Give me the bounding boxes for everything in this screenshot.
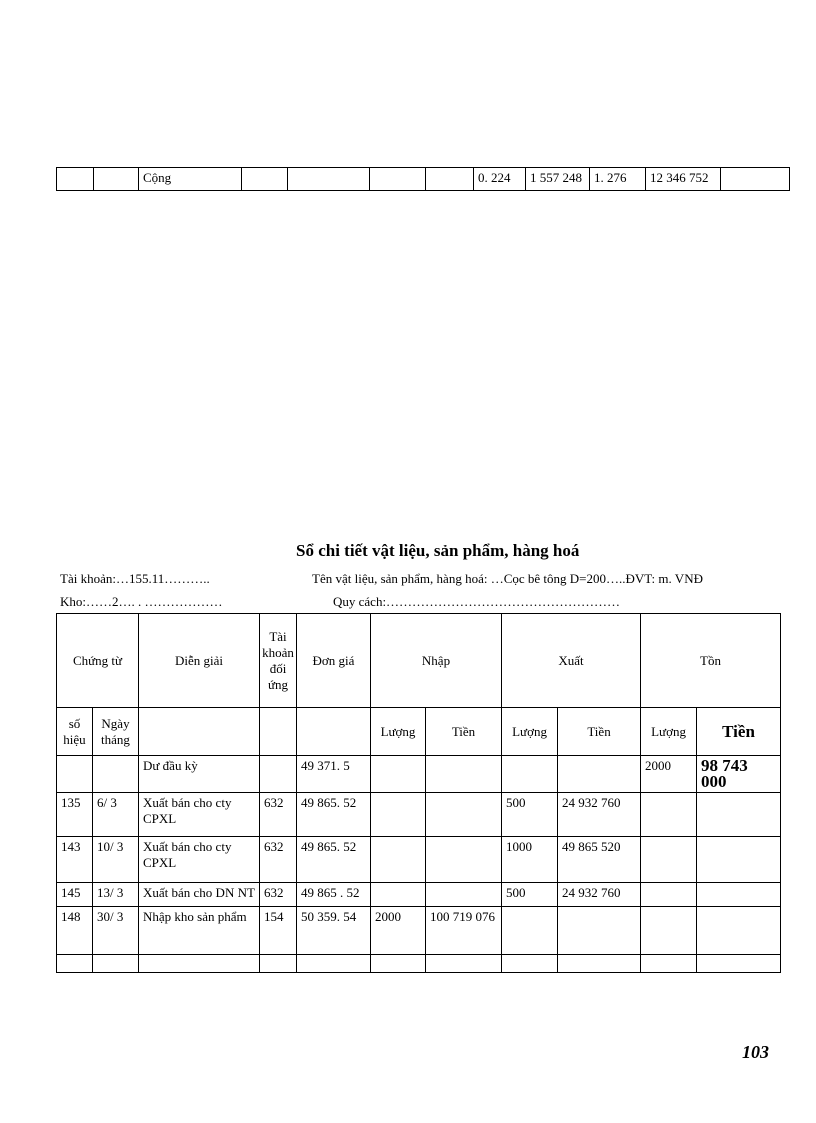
header-ton-luong: Lượng [641, 708, 697, 756]
header-nhap: Nhập [371, 614, 502, 708]
empty-row [57, 955, 781, 973]
row-description: Xuất bán cho cty CPXL [139, 837, 260, 883]
opening-balance-amount: 98 743 000 [697, 756, 781, 793]
spec-line: Quy cách:……………………………………………… [333, 594, 621, 609]
ledger-table [56, 613, 781, 973]
header-chung-tu: Chứng từ [57, 614, 139, 708]
account-line: Tài khoản:…155.11……….. [60, 571, 210, 586]
row-description: Xuất bán cho DN NT [139, 883, 260, 907]
header-tai-khoan: Tài khoản đối ứng [260, 614, 297, 708]
total-row [57, 168, 790, 191]
table-row: 135 6/ 3 Xuất bán cho cty CPXL 632 49 865. 52 500 24 932 760 [57, 793, 781, 837]
total-value-4: 12 346 752 [646, 168, 721, 191]
row-description: Dư đầu kỳ [139, 756, 260, 793]
ledger-title: Sổ chi tiết vật liệu, sản phẩm, hàng hoá [296, 541, 580, 560]
header-row-2 [57, 708, 781, 756]
header-ton-tien: Tiền [697, 708, 781, 756]
header-row-1 [57, 614, 781, 708]
total-label: Cộng [139, 168, 242, 191]
total-value-3: 1. 276 [590, 168, 646, 191]
previous-table-total-row [56, 167, 790, 191]
warehouse-line: Kho:……2…. . ……………… [60, 594, 223, 609]
table-row: Dư đầu kỳ 49 371. 5 2000 98 743 000 [57, 756, 781, 793]
total-value-1: 0. 224 [474, 168, 526, 191]
table-row: 145 13/ 3 Xuất bán cho DN NT 632 49 865 . 52 500 24 932 760 [57, 883, 781, 907]
table-row: 143 10/ 3 Xuất bán cho cty CPXL 632 49 865. 52 1000 49 865 520 [57, 837, 781, 883]
header-ton: Tồn [641, 614, 781, 708]
header-xuat-tien: Tiền [558, 708, 641, 756]
page-number: 103 [742, 1042, 769, 1062]
header-xuat: Xuất [502, 614, 641, 708]
header-ngay-thang: Ngày tháng [93, 708, 139, 756]
row-description: Xuất bán cho cty CPXL [139, 793, 260, 837]
total-value-2: 1 557 248 [526, 168, 590, 191]
header-dien-giai: Diễn giải [139, 614, 260, 708]
header-nhap-tien: Tiền [426, 708, 502, 756]
table-row: 148 30/ 3 Nhập kho sản phẩm 154 50 359. 54 2000 100 719 076 [57, 907, 781, 955]
row-description: Nhập kho sản phẩm [139, 907, 260, 955]
header-so-hieu: số hiệu [57, 708, 93, 756]
header-don-gia: Đơn giá [297, 614, 371, 708]
header-nhap-luong: Lượng [371, 708, 426, 756]
header-xuat-luong: Lượng [502, 708, 558, 756]
item-name-line: Tên vật liệu, sản phẩm, hàng hoá: …Cọc bê tông D=200…..ĐVT: m. VNĐ [312, 571, 703, 586]
